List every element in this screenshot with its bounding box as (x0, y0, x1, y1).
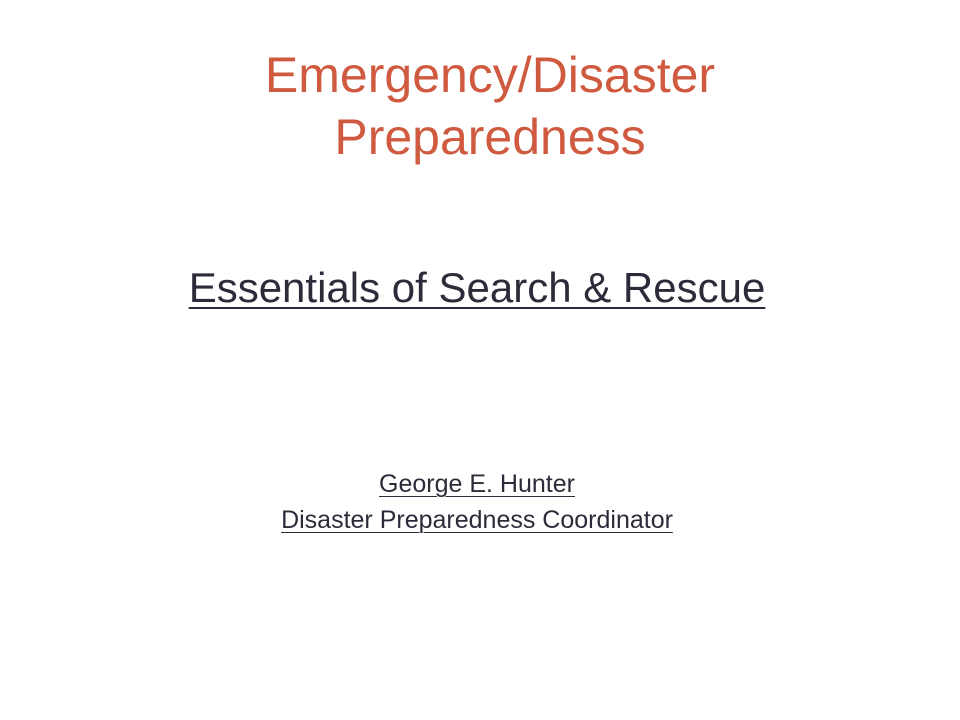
slide-subtitle: Essentials of Search & Rescue (188, 264, 766, 311)
slide-title (120, 44, 860, 168)
slide-title-line-1: Emergency/Disaster (264, 47, 716, 103)
presenter-name: George E. Hunter (379, 470, 575, 498)
presenter-block (0, 466, 954, 538)
slide-title-line-2: Preparedness (334, 109, 646, 165)
presenter-role: Disaster Preparedness Coordinator (281, 506, 673, 534)
